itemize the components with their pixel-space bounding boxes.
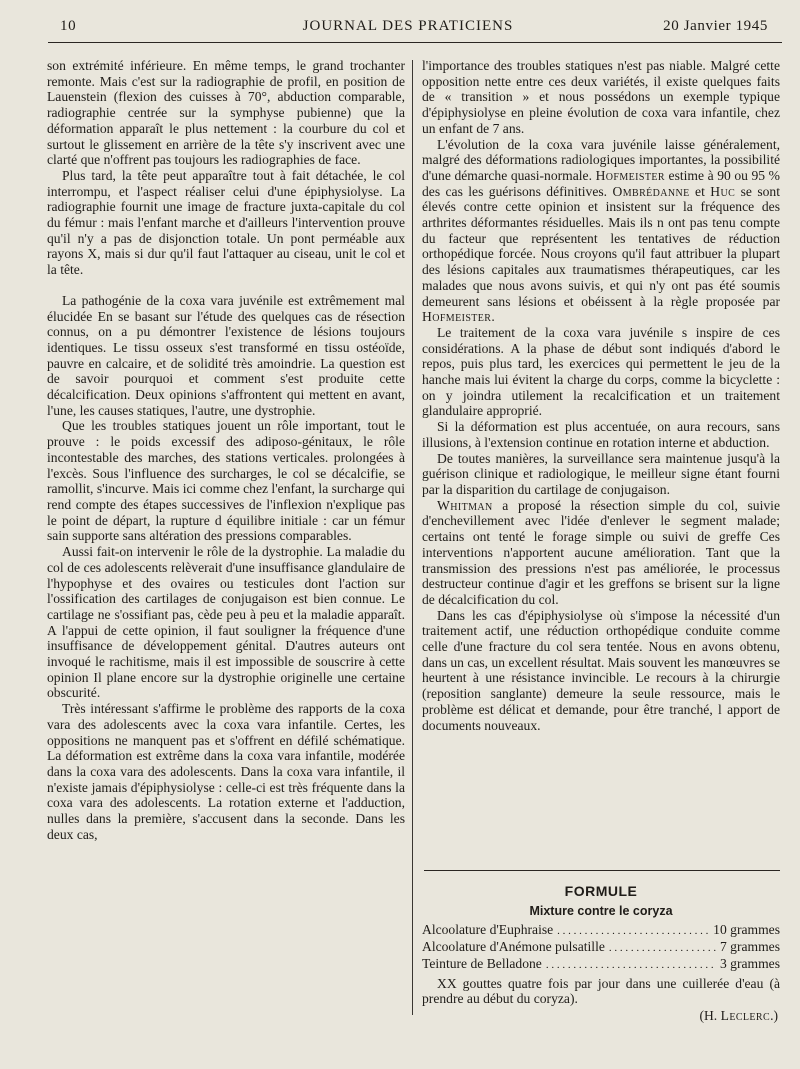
ingredient-quantity: 10 grammes [713, 922, 780, 937]
author-name: Leclerc [720, 1008, 771, 1023]
page-header [48, 18, 768, 38]
ingredient-line [422, 956, 780, 973]
paragraph: Si la déformation est plus accentuée, on aura recours, sans illusions, à l'extension continue en rotation interne et abduction. [422, 419, 780, 450]
dot-leader [557, 924, 709, 939]
author-name: Hofmeister [422, 309, 492, 325]
paragraph-text: a proposé la résection simple du col, suivie d'enchevillement avec l'idée d'enlever le segment malade; certains ont tenté le forage simple ou suivi de greffe Ces interventions n'apportent aucune amélioration. Tant que la transmission des pressions n'est pas améliorée, le processus destructeur continue d'agir et les greffons se brisent sur la ligne de décalcification du col. [422, 497, 780, 607]
formula-heading: FORMULE [564, 883, 638, 899]
journal-title: JOURNAL DES PRATICIENS [302, 18, 514, 34]
paragraph: La pathogénie de la coxa vara juvénile est extrêmement mal élucidée En se basant sur l'étude des quelques cas de résection connus, on a pu démontrer l'existence de lésions toujours identiques. Le tissu osseux s'est transformé en tissu ostéoïde, pauvre en calcaire, et de solidité très amoindrie. La question est de savoir pourquoi et comment s'est produite cette décalcification. Deux opinions s'affrontent qui mettent en avant, l'une, les causes statiques, l'autre, une dystrophie. [47, 292, 405, 418]
paragraph: Aussi fait-on intervenir le rôle de la dystrophie. La maladie du col de ces adolescents relèverait d'une insuffisance glandulaire de l'hypophyse et des ovaires ou testicules dont l'action sur l'ossification des cartilages de conjugaison est bien connue. Le cartilage ne s'ossifiant pas, cède peu à peu et la maladie apparaît. A l'appui de cette opinion, il faut souligner la fréquence d'une insuffisance de développement génital. D'autres auteurs ont invoqué le rachitisme, mais il est impossible de souscrire à cette opinion Il plane encore sur la dystrophie originelle une certaine obscurité. [47, 544, 405, 701]
author-open: (H. [699, 1008, 718, 1023]
issue-date: 20 Janvier 1945 [663, 18, 768, 34]
ingredient-quantity: 7 grammes [719, 939, 780, 954]
paragraph: Dans les cas d'épiphysiolyse où s'impose la nécessité d'un traitement actif, une réduction orthopédique conduite comme celle d'une fracture du col sera tentée. Nous en avons obtenu, dans un cas, un excellent résultat. Mais souvent les manœuvres se heurtent à une résistance invincible. Le recours à la chirurgie (reposition sanglante) demeure la seule ressource, mais le problème est délicat et demande, pour être tranché, l apport de documents nouveaux. [422, 607, 780, 733]
ingredient-name: Alcoolature d'Anémone pulsatille [422, 939, 605, 954]
author-close: .) [770, 1008, 778, 1023]
paragraph: Que les troubles statiques jouent un rôle important, tout le prouve : le poids excessif des adiposo-génitaux, le rôle incontestable des marches, des stations verticales. prolongées à l'excès. Sous l'influence des surcharges, le col se décalcifie, se ramollit, s'incurve. Mais ici comme chez l'enfant, la surcharge qui rend compte des étapes successives de l'inflexion n'explique pas le point de départ, la rupture d équilibre initiale : car un fémur sain supporte sans altération des pressions comparables. [47, 418, 405, 544]
paragraph: son extrémité inférieure. En même temps, le grand trochanter remonte. Mais c'est sur la radiographie de profil, en position de Lauenstein (flexion des cuisses à 70°, abduction comparable, radiographie centrée sur la symphyse pubienne) que la déformation apparaît le plus nettement : la courbure du col et surtout le glissement en arrière de la tête s'y inscrivent avec une clarté que n'offrent pas toujours les radiographies de face. [47, 58, 405, 168]
left-column [47, 58, 405, 842]
paragraph-text: se sont élevés contre cette opinion et insistent sur la fréquence des arthrites déformantes résiduelles. Mais ils n ont pas tenu compte du facteur que représentent les tentatives de réduction orthopédique forcée. Nous croyons qu'il faut attribuer la plupart des lésions capitales aux traumatismes thérapeutiques, car les malades que nous avons suivis, et qui n'y ont pas été soumis demeurent sans lésions et obéissent à la règle proposée par [422, 183, 780, 309]
paragraph-text: . [491, 309, 495, 325]
author-name: Huc [710, 183, 736, 199]
paragraph: Plus tard, la tête peut apparaître tout à fait détachée, le col interrompu, et l'aspect réaliser celui d'une épiphysiolyse. La radiographie fournit une image de fracture juxta-capitale du col du fémur : mais l'enfant marche et d'ailleurs l'intervention prouve qu'il n'y a pas de disjonction totale. Un pont perméable aux rayons X, mais si dur qu'il faut l'attaquer au ciseau, unit le col et la tête. [47, 167, 405, 278]
paragraph: l'importance des troubles statiques n'est pas niable. Malgré cette opposition nette entre ces deux variétés, il existe quelques faits de « transition » et nous possédons un exemple typique d'épiphysiolyse en pleine évolution de coxa vara infantile, chez un enfant de 7 ans. [422, 58, 780, 136]
header-rule [48, 42, 782, 43]
formula-rule [424, 870, 780, 871]
paragraph-text: L'évolution de la coxa vara juvénile laisse généralement, malgré des déformations radiologiques importantes, la possibilité d'une démarche quasi-normale. [422, 136, 780, 183]
paragraph-text: et [695, 183, 705, 199]
paragraph [422, 498, 780, 608]
right-column [422, 58, 780, 733]
paragraph: De toutes manières, la surveillance sera maintenue jusqu'à la guérison clinique et radiologique, le meilleur signe étant fourni par la disparition du cartilage de conjugaison. [422, 450, 780, 497]
dot-leader [609, 941, 716, 956]
ingredient-line [422, 939, 780, 956]
ingredient-name: Alcoolature d'Euphraise [422, 922, 554, 937]
formula-subheading: Mixture contre le coryza [529, 904, 673, 918]
ingredient-quantity: 3 grammes [719, 956, 780, 971]
dot-leader [546, 958, 716, 973]
paragraph: Très intéressant s'affirme le problème des rapports de la coxa vara des adolescents avec la coxa vara infantile. Certes, les oppositions ne manquent pas et s'offrent en défilé schématique. La déformation est extrême dans la coxa vara infantile, modérée dans la coxa vara des adolescents. Dans la coxa vara infantile, il n'existe jamais d'épiphysiolyse : celle-ci est très fréquente dans la coxa vara des adolescents. La rotation externe et l'adduction, nulles dans la première, s'accusent dans la seconde. Dans les deux cas, [47, 701, 405, 842]
formula-box [422, 884, 780, 1023]
paragraph [422, 137, 780, 325]
column-divider [412, 60, 413, 1015]
author-name: Ombrédanne [612, 183, 690, 199]
paragraph: Le traitement de la coxa vara juvénile s inspire de ces considérations. A la phase de début sont indiqués d'abord le repos, puis plus tard, les exercices qui permettent le jeu de la hanche mais lui évitent la charge du corps, comme la bicyclette : on y joindra utilement la recalcification et un traitement glandulaire approprié. [422, 324, 780, 419]
author-name: Hofmeister [595, 167, 665, 183]
dosage-text: XX gouttes quatre fois par jour dans une cuillerée d'eau (à prendre au début du coryza). [422, 976, 780, 1006]
author-name: Whitman [437, 497, 493, 513]
ingredient-name: Teinture de Belladone [422, 956, 542, 971]
paragraph-text: estime à 90 ou 95 % des cas les guérisons définitives. [422, 167, 780, 199]
formula-author [422, 1008, 780, 1023]
page-number: 10 [60, 18, 77, 34]
ingredient-line [422, 922, 780, 939]
